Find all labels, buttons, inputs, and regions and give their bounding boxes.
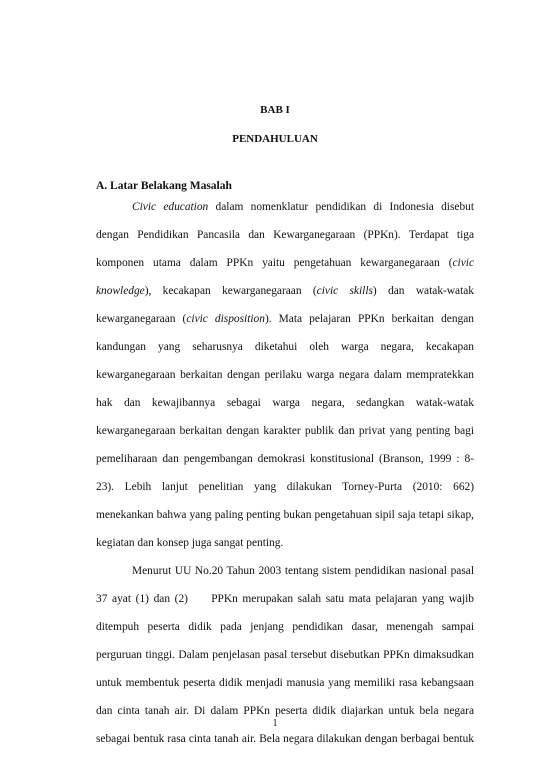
- text-line: kewarganegaraan berkaitan dengan karakter publik dan privat yang penting bagi: [96, 425, 474, 437]
- text-line: pemeliharaan dan pengembangan demokrasi konstitusional (Branson, 1999 : 8-: [96, 453, 474, 465]
- text-line: dengan Pendidikan Pancasila dan Kewarganegaraan (PPKn). Terdapat tiga: [96, 229, 474, 241]
- text-line: untuk membentuk peserta didik menjadi manusia yang memiliki rasa kebangsaan: [96, 677, 474, 689]
- section-heading: A. Latar Belakang Masalah: [96, 180, 232, 192]
- text-line: kewarganegaraan berkaitan dengan perilaku warga negara dalam mempratekkan: [96, 369, 474, 381]
- chapter-title: PENDAHULUAN: [232, 133, 318, 145]
- text-line: komponen utama dalam PPKn yaitu pengetahuan kewarganegaraan (civic: [96, 257, 474, 269]
- text-line: perguruan tinggi. Dalam penjelasan pasal tersebut disebutkan PPKn dimaksudkan: [96, 649, 474, 661]
- text-line: sebagai bentuk rasa cinta tanah air. Bela negara dilakukan dengan berbagai bentuk: [96, 733, 474, 745]
- text-line: kewarganegaraan (civic disposition). Mata pelajaran PPKn berkaitan dengan: [96, 313, 474, 325]
- text-line: kandungan yang seharusnya diketahui oleh warga negara, kecakapan: [96, 341, 474, 353]
- page-number: 1: [272, 718, 278, 729]
- paragraph-1: [96, 193, 474, 557]
- text-line: ditempuh peserta didik pada jenjang pendidikan dasar, menengah sampai: [96, 621, 474, 633]
- text-line: 37 ayat (1) dan (2) PPKn merupakan salah satu mata pelajaran yang wajib: [96, 593, 474, 605]
- text-line: 23). Lebih lanjut penelitian yang dilakukan Torney-Purta (2010: 662): [96, 481, 474, 493]
- chapter-label: BAB I: [260, 104, 290, 116]
- text-line: hak dan kewajibannya sebagai warga negara, sedangkan watak-watak: [96, 397, 474, 409]
- text-line: dan cinta tanah air. Di dalam PPKn peserta didik diajarkan untuk bela negara: [96, 705, 474, 717]
- text-line: Civic education dalam nomenklatur pendidikan di Indonesia disebut: [132, 201, 474, 213]
- text-line: Menurut UU No.20 Tahun 2003 tentang sistem pendidikan nasional pasal: [132, 565, 474, 577]
- text-line: kegiatan dan konsep juga sangat penting.: [96, 537, 284, 549]
- text-line: knowledge), kecakapan kewarganegaraan (civic skills) dan watak-watak: [96, 285, 474, 297]
- text-line: menekankan bahwa yang paling penting bukan pengetahuan sipil saja tetapi sikap,: [96, 509, 474, 521]
- body-text: [96, 193, 474, 753]
